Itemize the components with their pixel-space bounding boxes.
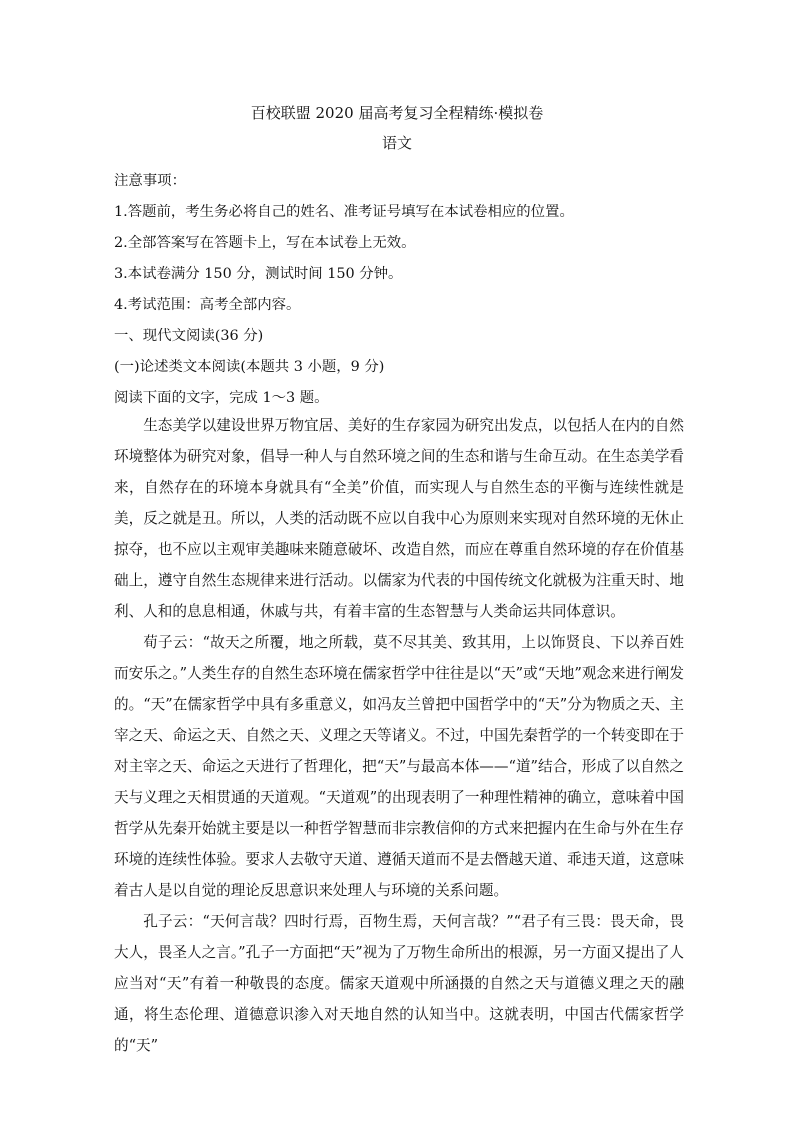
reading-instruction: 阅读下面的文字，完成 1～3 题。 [114, 390, 329, 406]
note-item: 3.本试卷满分 150 分，测试时间 150 分钟。 [114, 266, 403, 282]
section-heading: 一、现代文阅读(36 分) [114, 328, 264, 344]
passage-paragraph: 荀子云：“故天之所覆，地之所载，莫不尽其美、致其用，上以饰贤良、下以养百姓而安乐之。”人类生存的自然生态环境在儒家哲学中往往是以“天”或“天地”观念来进行阐发的。“天”在儒家哲学中具有多重意义，如冯友兰曾把中国哲学中的“天”分为物质之天、主宰之天、命运之天、自然之天、义理之天等诸义。不过，中国先秦哲学的一个转变即在于对主宰之天、命运之天进行了哲理化，把“天”与最高本体——“道”结合，形成了以自然之天与义理之天相贯通的天道观。“天道观”的出现表明了一种理性精神的确立，意味着中国哲学从先秦开始就主要是以一种哲学智慧而非宗教信仰的方式来把握内在生命与外在生存环境的连续性体验。要求人去敬守天道、遵循天道而不是去僭越天道、乖违天道，这意味着古人是以自觉的理论反思意识来处理人与环境的关系问题。 [114, 634, 684, 899]
section-subheading: (一)论述类文本阅读(本题共 3 小题，9 分) [114, 359, 385, 375]
passage-paragraph: 生态美学以建设世界万物宜居、美好的生存家园为研究出发点，以包括人在内的自然环境整体为研究对象，倡导一种人与自然环境之间的生态和谐与生命互动。在生态美学看来，自然存在的环境本身就具有“全美”价值，而实现人与自然生态的平衡与连续性就是美，反之就是丑。所以，人类的活动既不应以自我中心为原则来实现对自然环境的无休止掠夺，也不应以主观审美趣味来随意破坏、改造自然，而应在尊重自然环境的存在价值基础上，遵守自然生态规律来进行活动。以儒家为代表的中国传统文化就极为注重天时、地利、人和的息息相通，休戚与共，有着丰富的生态智慧与人类命运共同体意识。 [114, 417, 684, 620]
note-item: 4.考试范围：高考全部内容。 [114, 297, 301, 313]
subject-heading: 语文 [381, 134, 412, 152]
note-item: 1.答题前，考生务必将自己的姓名、准考证号填写在本试卷相应的位置。 [114, 204, 574, 220]
exam-title: 百校联盟 2020 届高考复习全程精练·模拟卷 [250, 104, 544, 122]
instructions-block [114, 166, 684, 414]
note-item: 2.全部答案写在答题卡上，写在本试卷上无效。 [114, 235, 416, 251]
passage-paragraph: 孔子云：“天何言哉？四时行焉，百物生焉，天何言哉？”“君子有三畏：畏天命，畏大人，畏圣人之言。”孔子一方面把“天”视为了万物生命所出的根源，另一方面又提出了人应当对“天”有着一种敬畏的态度。儒家天道观中所涵摄的自然之天与道德义理之天的融通，将生态伦理、道德意识渗入对天地自然的认知当中。这就表明，中国古代儒家哲学的“天” [114, 913, 684, 1054]
notes-heading: 注意事项： [114, 173, 186, 189]
passage-body [114, 410, 684, 1061]
